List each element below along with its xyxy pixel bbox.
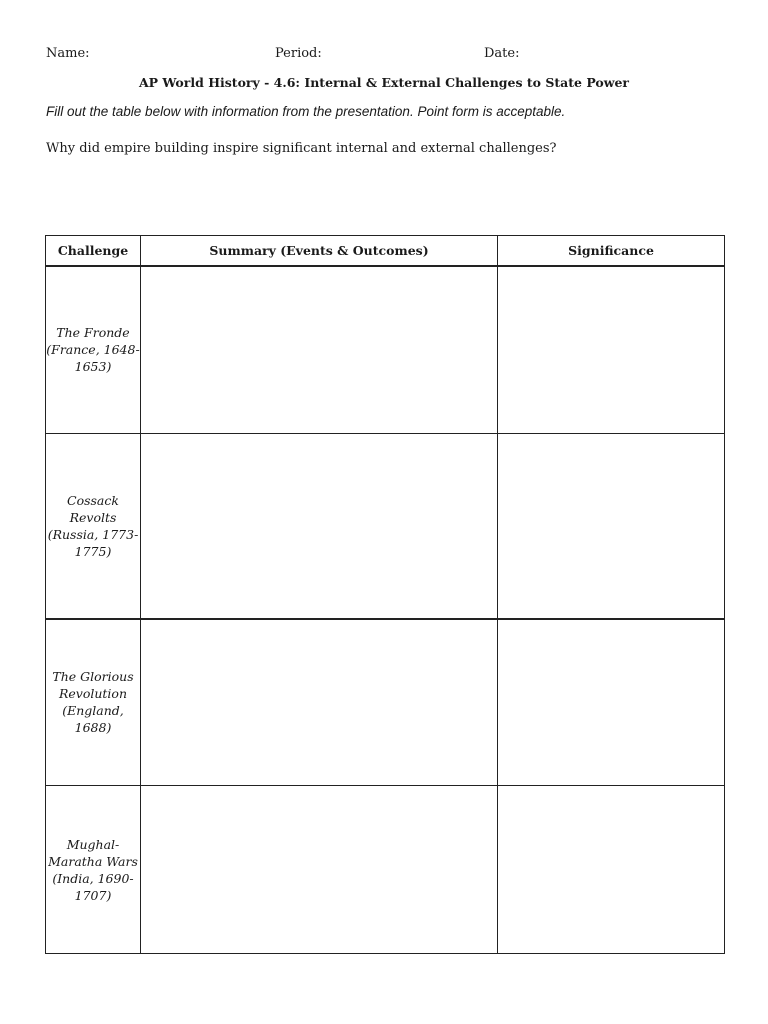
- column-header-challenge: Challenge: [46, 236, 141, 266]
- date-label: Date:: [484, 46, 520, 61]
- challenge-cell: Mughal-Maratha Wars (India, 1690-1707): [46, 786, 141, 954]
- table-row: [46, 266, 725, 434]
- summary-cell[interactable]: [141, 786, 498, 954]
- table-row: [46, 434, 725, 619]
- summary-cell[interactable]: [141, 619, 498, 786]
- challenge-cell: The Glorious Revolution (England, 1688): [46, 619, 141, 786]
- summary-cell[interactable]: [141, 434, 498, 619]
- significance-cell[interactable]: [498, 786, 725, 954]
- table-row: [46, 619, 725, 786]
- challenge-cell: Cossack Revolts (Russia, 1773-1775): [46, 434, 141, 619]
- significance-cell[interactable]: [498, 434, 725, 619]
- table-header-row: [46, 236, 725, 266]
- worksheet-title: AP World History - 4.6: Internal & External Challenges to State Power: [138, 75, 630, 90]
- instructions-text: Fill out the table below with information from the presentation. Point form is acceptable.: [46, 104, 566, 119]
- period-label: Period:: [275, 46, 322, 61]
- guiding-question: Why did empire building inspire significant internal and external challenges?: [46, 141, 557, 156]
- challenge-cell: The Fronde (France, 1648-1653): [46, 266, 141, 434]
- summary-cell[interactable]: [141, 266, 498, 434]
- significance-cell[interactable]: [498, 266, 725, 434]
- significance-cell[interactable]: [498, 619, 725, 786]
- column-header-summary: Summary (Events & Outcomes): [141, 236, 498, 266]
- name-label: Name:: [46, 46, 90, 61]
- challenges-table: [45, 235, 725, 954]
- column-header-significance: Significance: [498, 236, 725, 266]
- table-row: [46, 786, 725, 954]
- header-fields: [46, 46, 726, 64]
